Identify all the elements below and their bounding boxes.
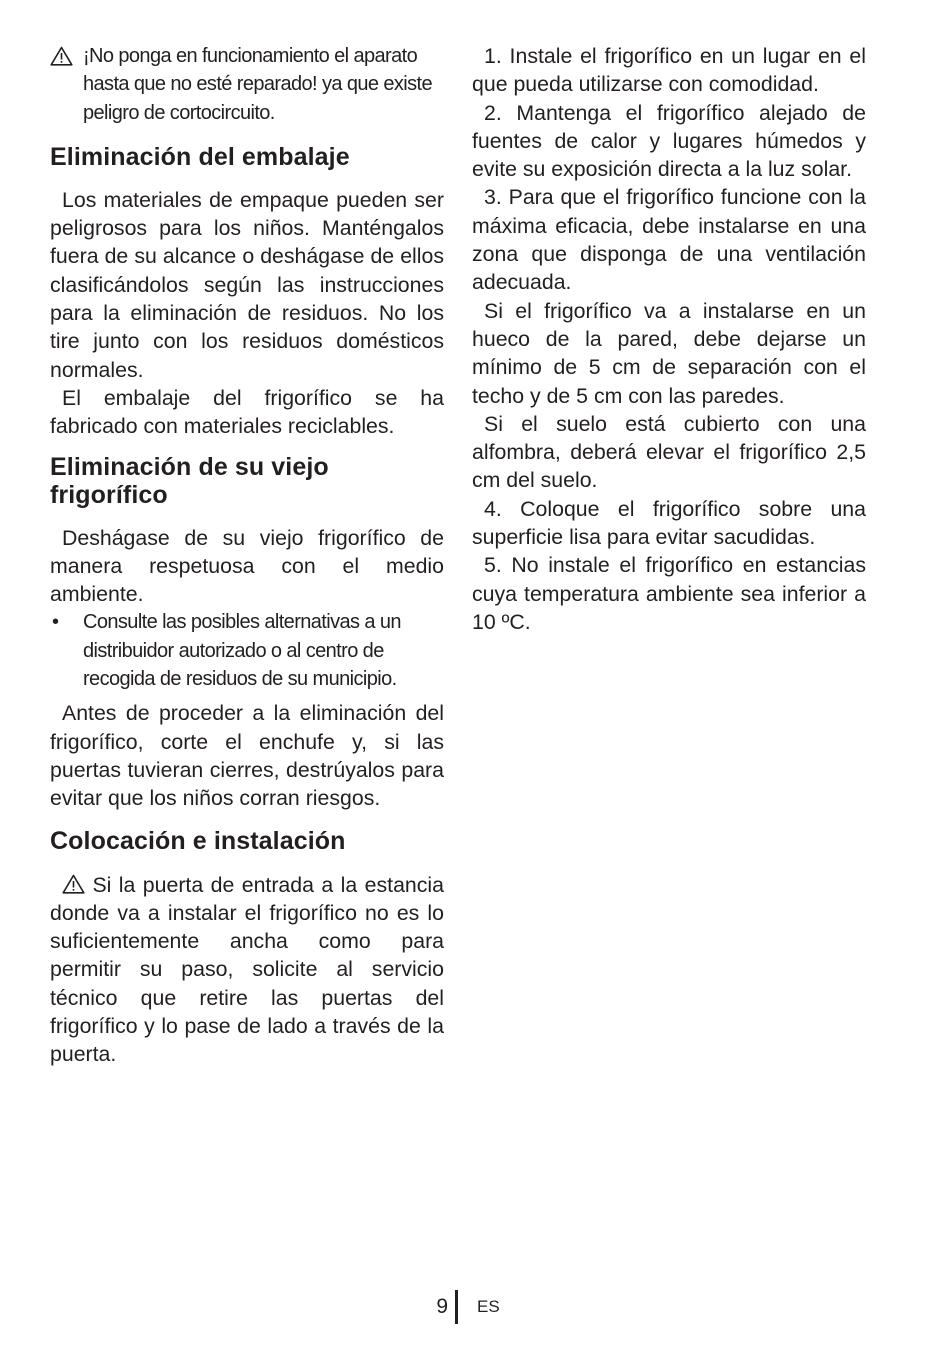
- old-fridge-bullet-text: Consulte las posibles alternativas a un distribuidor autorizado o al centro de recogida de residuos de su municipio.: [83, 611, 401, 691]
- section-title-packaging: Eliminación del embalaje: [50, 142, 350, 171]
- language-code: ES: [477, 1297, 500, 1316]
- packaging-paragraph-1: Los materiales de empaque pueden ser peligrosos para los niños. Manténgalos fuera de su alcance o deshágase de ellos clasificándolos según las instrucciones para la eliminación de residuos. No los tire junto con los residuos domésticos normales.: [50, 187, 444, 382]
- footer-divider: [455, 1290, 458, 1324]
- install-item-2: 2. Mantenga el frigorífico alejado de fuentes de calor y lugares húmedos y evite su exposición directa a la luz solar.: [472, 100, 866, 182]
- section-title-installation: Colocación e instalación: [50, 826, 346, 855]
- install-item-3: 3. Para que el frigorífico funcione con la máxima eficacia, debe instalarse en una zona que disponga de una ventilación adecuada.: [472, 185, 866, 295]
- page-number: 9: [436, 1295, 448, 1318]
- warning-triangle-icon: [50, 46, 73, 66]
- old-fridge-paragraph-2: Antes de proceder a la eliminación del frigorífico, corte el enchufe y, si las puertas tuvieran cierres, destrúyalos para evitar que los niños corran riesgos.: [50, 701, 444, 811]
- old-fridge-paragraph-1: Deshágase de su viejo frigorífico de manera respetuosa con el medio ambiente.: [50, 525, 444, 607]
- install-item-carpet: Si el suelo está cubierto con una alfombra, deberá elevar el frigorífico 2,5 cm del suelo.: [472, 411, 866, 493]
- install-item-1: 1. Instale el frigorífico en un lugar en el que pueda utilizarse con comodidad.: [472, 44, 866, 97]
- install-item-4: 4. Coloque el frigorífico sobre una superficie lisa para evitar sacudidas.: [472, 496, 866, 550]
- section-title-old-fridge: Eliminación de su viejo frigorífico: [50, 452, 329, 509]
- installation-warning-text: Si la puerta de entrada a la estancia donde va a instalar el frigorífico no es lo suficientemente ancha como para permitir su paso, solicite al servicio técnico que retire las puertas del frigorífico y lo pase de lado a través de la puerta.: [50, 872, 444, 1067]
- install-item-5: 5. No instale el frigorífico en estancias cuya temperatura ambiente sea inferior a 10 ºC.: [472, 553, 866, 634]
- installation-warning: [50, 871, 444, 1069]
- left-column: [50, 42, 444, 1069]
- install-item-wall-gap: Si el frigorífico va a instalarse en un hueco de la pared, debe dejarse un mínimo de 5 cm de separación con el techo y de 5 cm con las paredes.: [472, 298, 866, 408]
- old-fridge-bullet: [50, 608, 444, 693]
- page-footer: [0, 1290, 950, 1324]
- right-column: [472, 42, 866, 636]
- warning-note-top: [50, 42, 444, 127]
- warning-top-text: ¡No ponga en funcionamiento el aparato hasta que no esté reparado! ya que existe peligro de cortocircuito.: [83, 45, 432, 124]
- warning-triangle-icon: [62, 874, 85, 894]
- bullet-dot-icon: •: [52, 611, 59, 634]
- packaging-paragraph-2: El embalaje del frigorífico se ha fabricado con materiales reciclables.: [50, 385, 444, 439]
